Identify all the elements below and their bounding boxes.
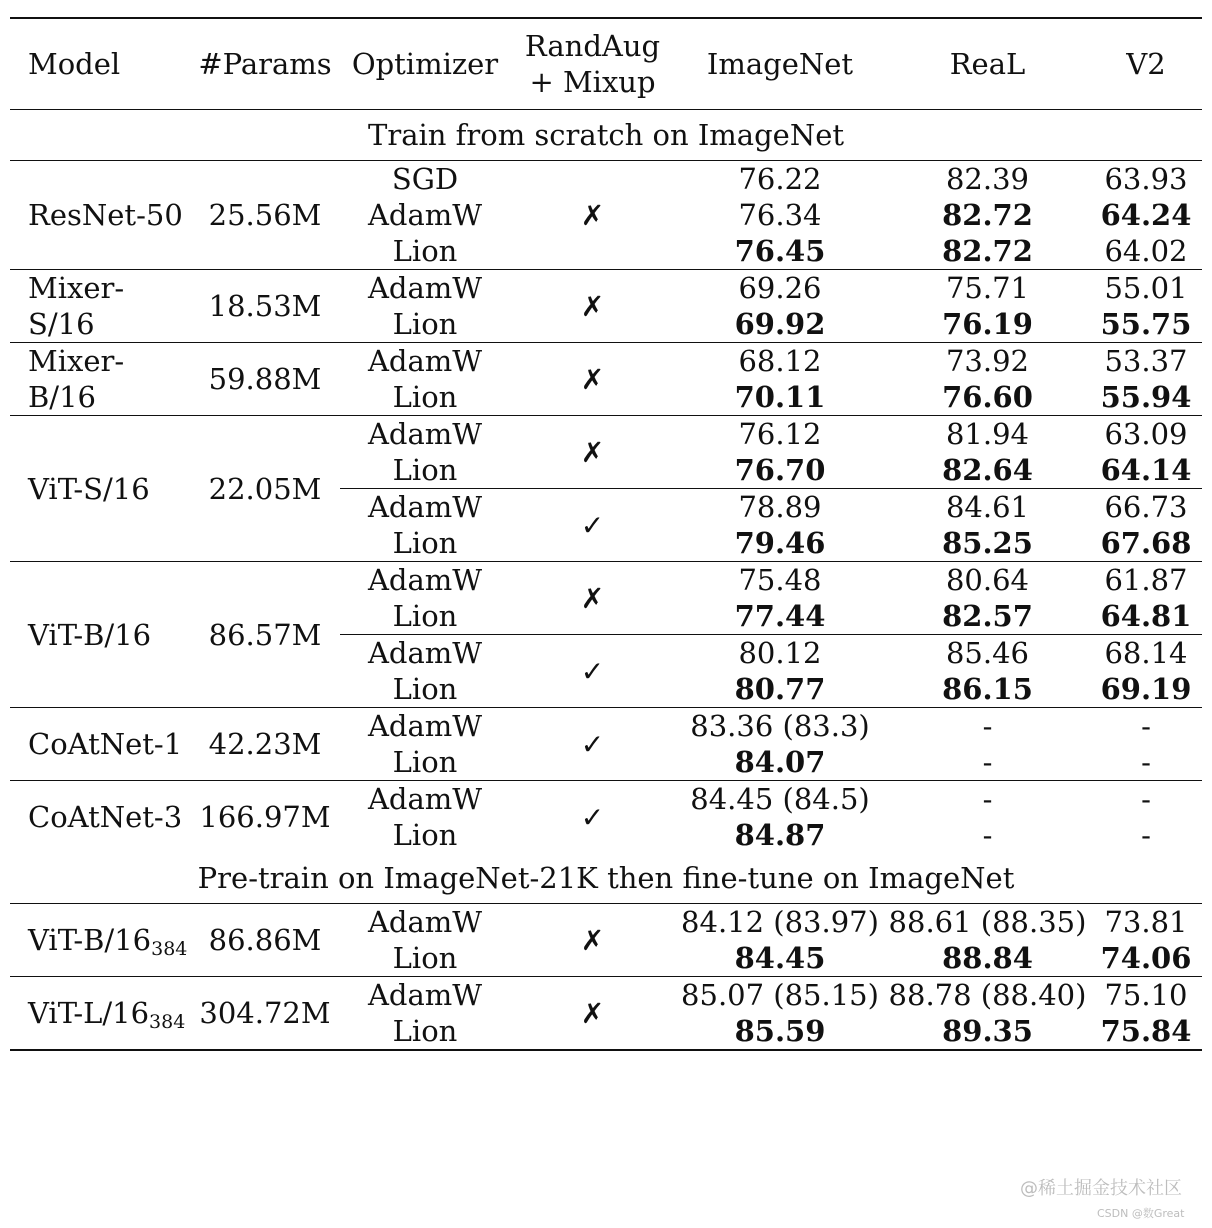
model-name-text: CoAtNet-1 xyxy=(28,727,183,761)
optimizer-cell xyxy=(340,635,510,708)
imagenet-accuracy: 70.11 xyxy=(734,380,826,414)
v2-cell xyxy=(1090,635,1202,708)
real-accuracy: 84.61 xyxy=(945,490,1030,524)
table-row xyxy=(10,708,1202,781)
model-name xyxy=(10,562,190,708)
model-name xyxy=(10,343,190,416)
real-accuracy: 89.35 xyxy=(942,1014,1033,1048)
real-cell xyxy=(885,708,1090,781)
imagenet-cell xyxy=(675,562,885,635)
model-name-text: CoAtNet-3 xyxy=(28,800,183,834)
imagenet-cell xyxy=(675,635,885,708)
model-name xyxy=(10,904,190,977)
v2-cell xyxy=(1090,904,1202,977)
augmentation-cell xyxy=(510,416,675,489)
model-name-text: ViT-S/16 xyxy=(28,471,150,506)
imagenet-cell xyxy=(675,416,885,489)
real-accuracy: 82.64 xyxy=(942,453,1033,487)
table-row xyxy=(10,416,1202,489)
real-accuracy: - xyxy=(982,745,993,779)
table-row xyxy=(10,562,1202,635)
real-accuracy: 82.72 xyxy=(942,234,1033,268)
v2-accuracy: 64.81 xyxy=(1100,599,1192,633)
augmentation-cell xyxy=(510,489,675,562)
optimizer-name: AdamW xyxy=(367,636,483,670)
optimizer-name: Lion xyxy=(392,307,458,341)
augmentation-cell xyxy=(510,904,675,977)
real-cell xyxy=(885,904,1090,977)
param-count: 18.53M xyxy=(190,270,340,343)
real-cell xyxy=(885,635,1090,708)
param-count: 22.05M xyxy=(190,416,340,562)
v2-accuracy: 55.75 xyxy=(1100,307,1192,341)
augmentation-cell xyxy=(510,635,675,708)
optimizer-name: SGD xyxy=(391,162,459,196)
optimizer-name: AdamW xyxy=(367,490,483,524)
imagenet-accuracy: 78.89 xyxy=(738,490,822,524)
v2-accuracy: 64.02 xyxy=(1104,234,1188,268)
model-name-text: Mixer-B/16 xyxy=(28,344,125,414)
real-accuracy: 82.72 xyxy=(942,198,1033,232)
optimizer-name: Lion xyxy=(392,1014,458,1048)
col-header-real: ReaL xyxy=(885,18,1090,110)
imagenet-accuracy: 83.36 (83.3) xyxy=(690,709,870,743)
imagenet-accuracy: 84.07 xyxy=(734,745,826,779)
v2-accuracy: 75.84 xyxy=(1100,1014,1192,1048)
v2-accuracy: - xyxy=(1141,818,1151,852)
model-name xyxy=(10,708,190,781)
real-cell xyxy=(885,343,1090,416)
optimizer-name: AdamW xyxy=(367,782,483,816)
aug-header-line1: RandAug xyxy=(524,29,661,63)
real-accuracy: - xyxy=(982,709,993,743)
optimizer-cell xyxy=(340,708,510,781)
imagenet-accuracy: 85.07 (85.15) xyxy=(681,978,879,1012)
imagenet-accuracy: 84.45 xyxy=(734,941,826,975)
optimizer-name: Lion xyxy=(392,941,458,975)
imagenet-cell xyxy=(675,161,885,270)
v2-cell xyxy=(1090,562,1202,635)
imagenet-accuracy: 76.45 xyxy=(734,234,826,268)
imagenet-accuracy: 76.34 xyxy=(738,198,822,232)
real-accuracy: 76.19 xyxy=(942,307,1033,341)
imagenet-accuracy: 76.12 xyxy=(738,417,822,451)
section-title-row xyxy=(10,110,1202,161)
table-row xyxy=(10,270,1202,343)
watermark-juejin: @稀土掘金技术社区 xyxy=(1020,1178,1182,1199)
optimizer-name: AdamW xyxy=(367,271,483,305)
v2-accuracy: 61.87 xyxy=(1104,563,1188,597)
augmentation-cell xyxy=(510,708,675,781)
model-name-text: ViT-B/16 xyxy=(28,923,152,957)
optimizer-name: Lion xyxy=(392,599,458,633)
imagenet-accuracy: 77.44 xyxy=(734,599,826,633)
table-row xyxy=(10,904,1202,977)
optimizer-cell xyxy=(340,977,510,1051)
section-title: Train from scratch on ImageNet xyxy=(10,110,1202,161)
optimizer-cell xyxy=(340,904,510,977)
augmentation-cell xyxy=(510,161,675,270)
imagenet-accuracy: 84.87 xyxy=(734,818,826,852)
model-name-text: Mixer-S/16 xyxy=(28,271,125,341)
cross-icon: ✗ xyxy=(580,581,605,615)
optimizer-cell xyxy=(340,270,510,343)
v2-accuracy: 64.14 xyxy=(1100,453,1192,487)
v2-accuracy: 63.93 xyxy=(1104,162,1188,196)
optimizer-name: AdamW xyxy=(367,344,483,378)
model-name-text: ResNet-50 xyxy=(28,198,183,232)
v2-accuracy: - xyxy=(1141,745,1151,779)
check-icon: ✓ xyxy=(580,654,605,688)
real-cell xyxy=(885,562,1090,635)
v2-accuracy: 73.81 xyxy=(1104,905,1188,939)
v2-accuracy: 55.01 xyxy=(1104,271,1188,305)
augmentation-cell xyxy=(510,270,675,343)
model-name-text: ViT-B/16 xyxy=(28,617,152,652)
real-cell xyxy=(885,489,1090,562)
optimizer-name: Lion xyxy=(392,234,458,268)
optimizer-name: Lion xyxy=(392,672,458,706)
optimizer-name: Lion xyxy=(392,380,458,414)
table-row xyxy=(10,343,1202,416)
imagenet-accuracy: 80.77 xyxy=(734,672,826,706)
col-header-imagenet: ImageNet xyxy=(675,18,885,110)
section-title: Pre-train on ImageNet-21K then fine-tune on ImageNet xyxy=(10,853,1202,904)
real-cell xyxy=(885,270,1090,343)
param-count: 42.23M xyxy=(190,708,340,781)
real-accuracy: 88.61 (88.35) xyxy=(888,905,1087,939)
imagenet-accuracy: 75.48 xyxy=(738,563,822,597)
v2-cell xyxy=(1090,977,1202,1051)
param-count: 304.72M xyxy=(190,977,340,1051)
augmentation-cell xyxy=(510,562,675,635)
cross-icon: ✗ xyxy=(580,996,605,1030)
real-accuracy: 76.60 xyxy=(942,380,1033,414)
real-accuracy: 86.15 xyxy=(942,672,1033,706)
optimizer-name: Lion xyxy=(392,453,458,487)
table-row xyxy=(10,161,1202,270)
imagenet-accuracy: 76.22 xyxy=(738,162,822,196)
real-accuracy: - xyxy=(982,782,993,816)
model-resolution-subscript: 384 xyxy=(151,938,188,960)
optimizer-cell xyxy=(340,343,510,416)
check-icon: ✓ xyxy=(580,727,605,761)
v2-cell xyxy=(1090,270,1202,343)
imagenet-accuracy: 85.59 xyxy=(734,1014,826,1048)
optimizer-cell xyxy=(340,489,510,562)
col-header-optimizer: Optimizer xyxy=(340,18,510,110)
check-icon: ✓ xyxy=(580,508,605,542)
cross-icon: ✗ xyxy=(580,923,605,957)
model-name xyxy=(10,977,190,1051)
real-cell xyxy=(885,781,1090,854)
imagenet-cell xyxy=(675,977,885,1051)
optimizer-name: AdamW xyxy=(367,905,483,939)
optimizer-name: AdamW xyxy=(367,198,483,232)
imagenet-accuracy: 79.46 xyxy=(734,526,826,560)
optimizer-cell xyxy=(340,161,510,270)
imagenet-cell xyxy=(675,343,885,416)
optimizer-name: AdamW xyxy=(367,563,483,597)
imagenet-accuracy: 68.12 xyxy=(738,344,822,378)
real-accuracy: 82.39 xyxy=(945,162,1030,196)
real-cell xyxy=(885,416,1090,489)
col-header-model: Model xyxy=(10,18,190,110)
col-header-augmentation xyxy=(510,18,675,110)
v2-accuracy: 63.09 xyxy=(1104,417,1188,451)
real-cell xyxy=(885,161,1090,270)
results-table xyxy=(10,17,1202,1051)
imagenet-accuracy: 69.26 xyxy=(738,271,822,305)
model-name xyxy=(10,161,190,270)
optimizer-cell xyxy=(340,416,510,489)
aug-header-line2: + Mixup xyxy=(529,65,656,99)
v2-accuracy: 68.14 xyxy=(1104,636,1188,670)
table-body xyxy=(10,110,1202,1051)
optimizer-name: AdamW xyxy=(367,417,483,451)
optimizer-cell xyxy=(340,781,510,854)
v2-cell xyxy=(1090,489,1202,562)
section-title-row xyxy=(10,853,1202,904)
param-count: 86.57M xyxy=(190,562,340,708)
imagenet-cell xyxy=(675,781,885,854)
cross-icon: ✗ xyxy=(580,289,605,323)
table-row xyxy=(10,977,1202,1051)
v2-cell xyxy=(1090,161,1202,270)
model-name xyxy=(10,416,190,562)
optimizer-name: AdamW xyxy=(367,709,483,743)
table-row xyxy=(10,781,1202,854)
optimizer-cell xyxy=(340,562,510,635)
imagenet-cell xyxy=(675,708,885,781)
cross-icon: ✗ xyxy=(580,198,605,232)
real-accuracy: 85.46 xyxy=(945,636,1030,670)
optimizer-name: Lion xyxy=(392,745,458,779)
imagenet-cell xyxy=(675,270,885,343)
real-accuracy: 81.94 xyxy=(945,417,1030,451)
real-accuracy: 85.25 xyxy=(942,526,1033,560)
augmentation-cell xyxy=(510,343,675,416)
check-icon: ✓ xyxy=(580,800,605,834)
col-header-v2: V2 xyxy=(1090,18,1202,110)
optimizer-name: Lion xyxy=(392,526,458,560)
watermark-csdn: CSDN @数Great xyxy=(1097,1207,1185,1220)
v2-accuracy: - xyxy=(1141,782,1151,816)
col-header-params: #Params xyxy=(190,18,340,110)
v2-accuracy: 75.10 xyxy=(1104,978,1188,1012)
imagenet-accuracy: 69.92 xyxy=(734,307,826,341)
augmentation-cell xyxy=(510,781,675,854)
v2-cell xyxy=(1090,343,1202,416)
model-name xyxy=(10,270,190,343)
real-accuracy: - xyxy=(982,818,993,852)
model-name xyxy=(10,781,190,854)
model-resolution-subscript: 384 xyxy=(149,1011,186,1033)
v2-accuracy: - xyxy=(1141,709,1151,743)
real-accuracy: 80.64 xyxy=(945,563,1030,597)
cross-icon: ✗ xyxy=(580,435,605,469)
imagenet-accuracy: 84.12 (83.97) xyxy=(681,905,879,939)
real-accuracy: 88.78 (88.40) xyxy=(888,978,1087,1012)
param-count: 25.56M xyxy=(208,198,322,232)
param-count: 166.97M xyxy=(190,781,340,854)
v2-accuracy: 69.19 xyxy=(1100,672,1192,706)
real-cell xyxy=(885,977,1090,1051)
optimizer-name: AdamW xyxy=(367,978,483,1012)
param-count: 59.88M xyxy=(190,343,340,416)
cross-icon: ✗ xyxy=(580,362,605,396)
v2-accuracy: 53.37 xyxy=(1104,344,1188,378)
imagenet-accuracy: 80.12 xyxy=(738,636,822,670)
v2-cell xyxy=(1090,708,1202,781)
v2-accuracy: 64.24 xyxy=(1100,198,1192,232)
param-count: 86.86M xyxy=(208,923,322,957)
v2-accuracy: 67.68 xyxy=(1100,526,1192,560)
imagenet-accuracy: 84.45 (84.5) xyxy=(690,782,870,816)
augmentation-cell xyxy=(510,977,675,1051)
model-name-text: ViT-L/16 xyxy=(28,996,150,1030)
imagenet-cell xyxy=(675,489,885,562)
real-accuracy: 88.84 xyxy=(942,941,1033,975)
real-accuracy: 73.92 xyxy=(945,344,1030,378)
v2-accuracy: 66.73 xyxy=(1104,490,1188,524)
optimizer-name: Lion xyxy=(392,818,458,852)
v2-accuracy: 74.06 xyxy=(1100,941,1192,975)
imagenet-cell xyxy=(675,904,885,977)
v2-cell xyxy=(1090,416,1202,489)
header-row xyxy=(10,18,1202,110)
real-accuracy: 82.57 xyxy=(942,599,1033,633)
imagenet-accuracy: 76.70 xyxy=(734,453,826,487)
v2-cell xyxy=(1090,781,1202,854)
v2-accuracy: 55.94 xyxy=(1100,380,1192,414)
real-accuracy: 75.71 xyxy=(945,271,1030,305)
